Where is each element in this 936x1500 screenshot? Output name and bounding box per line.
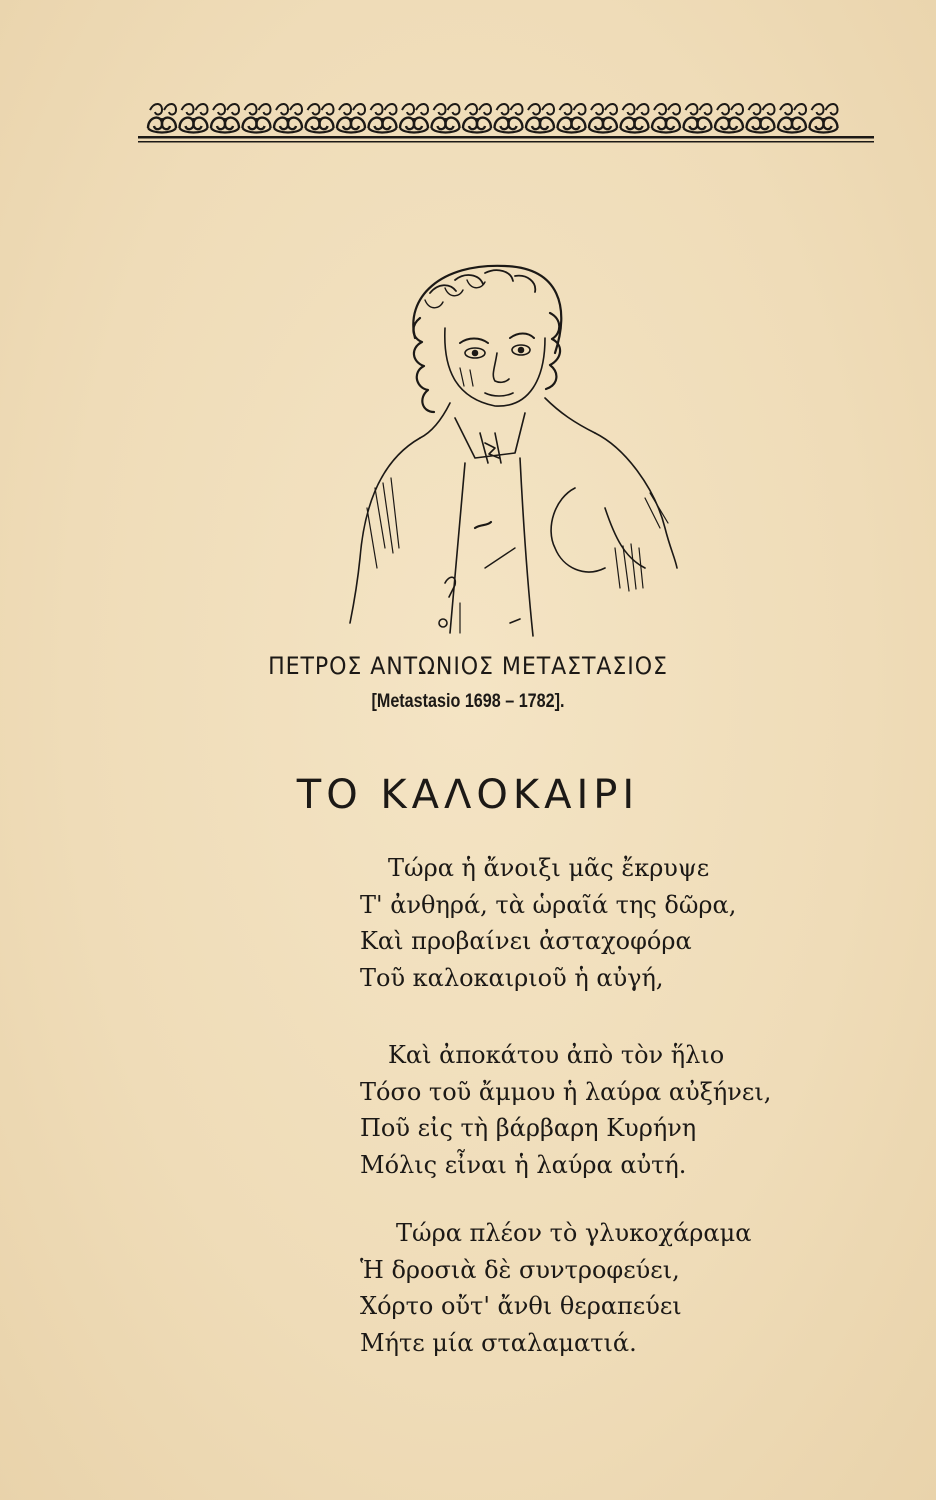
- stanza-1: [360, 850, 800, 996]
- decorative-ornament-band: [138, 96, 874, 146]
- verse-line: Μόλις εἶναι ἡ λαύρα αὐτή.: [360, 1150, 687, 1179]
- verse-line: Τώρα πλέον τὸ γλυκοχάραμα: [396, 1219, 752, 1247]
- verse-line: Ἡ δροσιὰ δὲ συντροφεύει,: [360, 1255, 680, 1284]
- portrait-drawing: [345, 258, 680, 638]
- author-portrait: [345, 258, 680, 638]
- stanza-3: [360, 1215, 800, 1361]
- stanza-2: [360, 1037, 800, 1183]
- verse-line: Τ' ἀνθηρά, τὰ ὡραῖά της δῶρα,: [360, 890, 737, 919]
- author-name-caption: ΠΕΤΡΟΣ ΑΝΤΩΝΙΟΣ ΜΕΤΑΣΤΑΣΙΟΣ: [268, 652, 668, 680]
- verse-line: Τόσο τοῦ ἄμμου ἡ λαύρα αὐξήνει,: [360, 1077, 772, 1106]
- ornament-svg: [138, 96, 874, 146]
- verse-line: Ποῦ εἰς τὴ βάρβαρη Κυρήνη: [360, 1114, 697, 1142]
- poem-title: ΤΟ ΚΑΛΟΚΑΙΡΙ: [296, 772, 640, 818]
- verse-line: Χόρτο οὔτ' ἄνθι θεραπεύει: [360, 1292, 682, 1320]
- author-dates-caption: [Metastasio 1698 – 1782].: [371, 691, 565, 712]
- verse-line: Καὶ προβαίνει ἀσταχοφόρα: [360, 927, 692, 955]
- verse-line: Καὶ ἀποκάτου ἀπὸ τὸν ἥλιο: [388, 1041, 725, 1069]
- verse-line: Τώρα ἡ ἄνοιξι μᾶς ἔκρυψε: [388, 854, 710, 882]
- verse-line: Μήτε μία σταλαματιά.: [360, 1328, 637, 1357]
- verse-line: Τοῦ καλοκαιριοῦ ἡ αὐγή,: [360, 963, 664, 992]
